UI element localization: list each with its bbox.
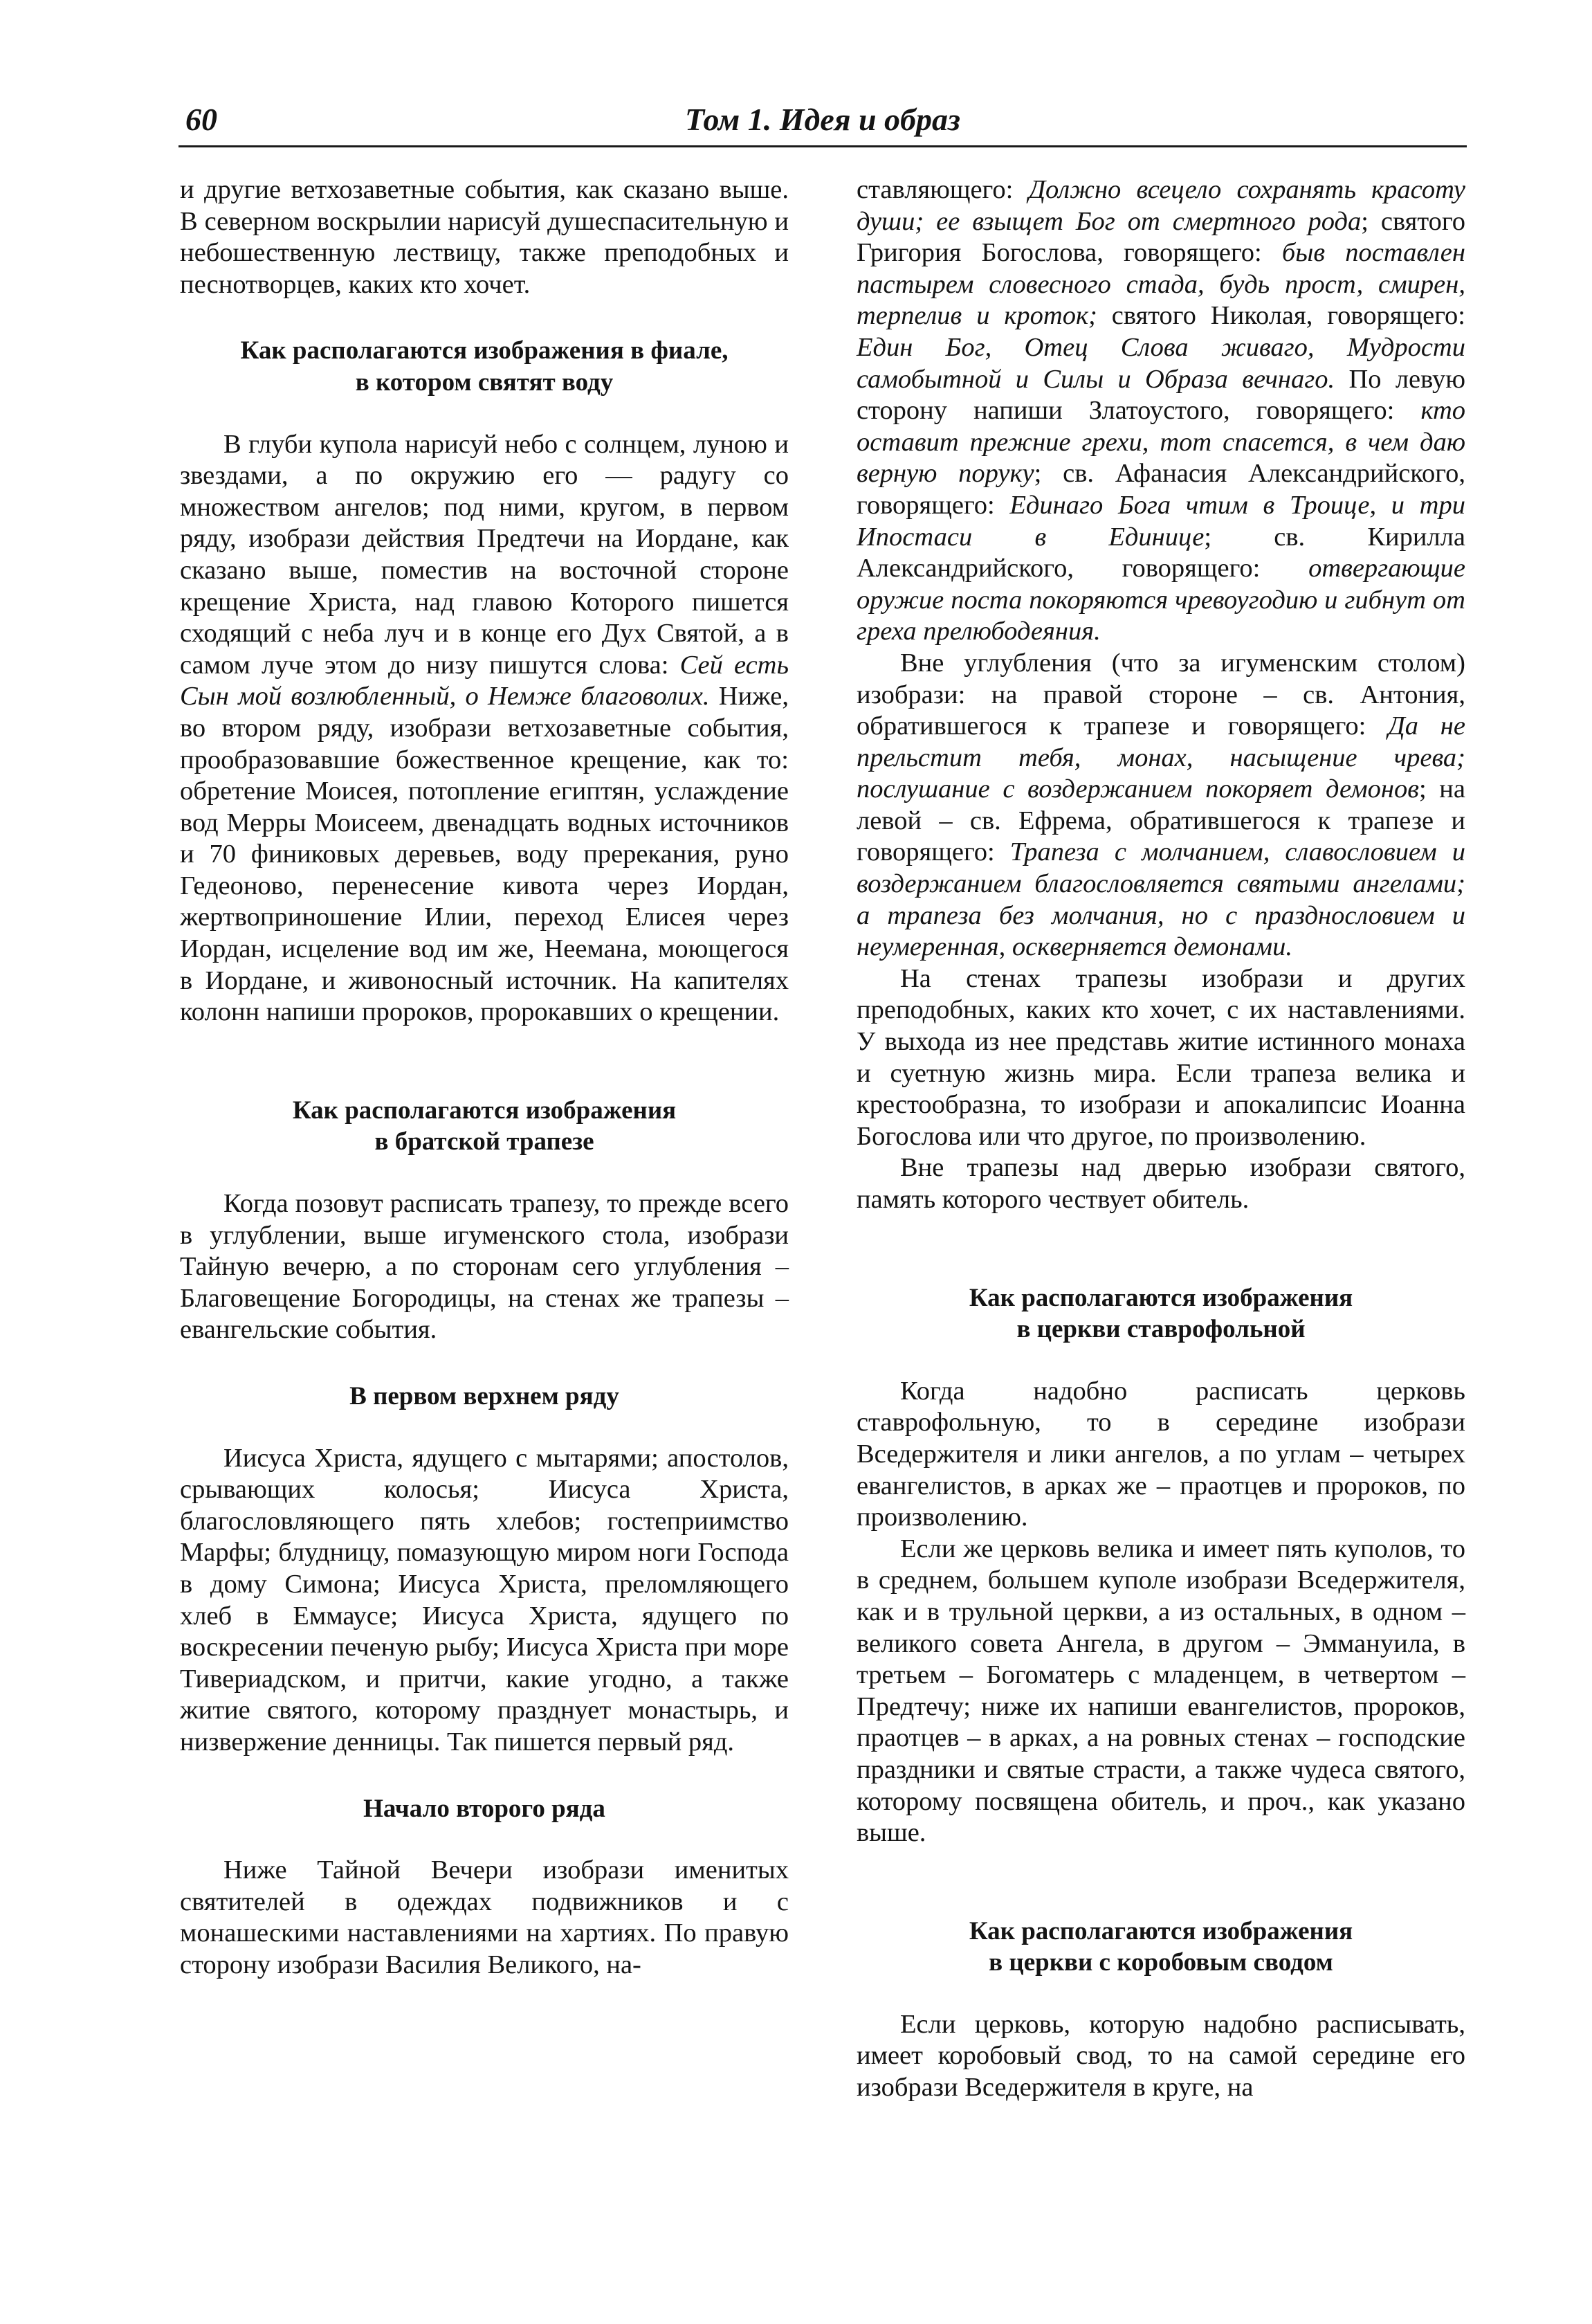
paragraph [857,648,1465,963]
text-run: По левую сторону напиши Златоустого, говорящего: [857,364,1465,426]
italic-quote: Един Бог, Отец Слова живаго, Мудрости самобытной и Силы и Образа вечнаго. [857,332,1465,394]
italic-quote: Должно всецело сохранять красоту души; ее взыщет Бог от смертного рода [857,175,1465,236]
paragraph: Вне трапезы над дверью изобрази святого, память которого чествует обитель. [857,1153,1465,1214]
italic-quote: отвергающие оружие поста покоряются чревоугодию и гибнут от греха прелюбодеяния. [857,554,1465,646]
left-column [180,174,789,1981]
text-run: ; св. Кирилла Александрийского, говорящего: [857,522,1465,583]
paragraph [180,429,789,1028]
text-run: Ниже, во втором ряду, изобрази ветхозаветные события, прообразовавшие божественное крещение, как то: обретение Моисея, потопление египтян, услаждение вод Мерры Моисеем, двенадцать водных источников и 70 финиковых деревьев, воду пререкания, руно Гедеоново, перенесение кивота через Иордан, жертвоприношение Илии, переход Елисея через Иордан, исцеление вод им же, Неемана, моющегося в Иордане, и живоносный источник. На капителях колонн напиши пророков, пророкавших о крещении. [180,682,789,1027]
paragraph [857,174,1465,648]
section-heading [180,1095,789,1158]
paragraph: Если же церковь велика и имеет пять куполов, то в среднем, большем куполе изобрази Вседержителя, как и в трульной церкви, а из остальных, в одном – великого совета Ангела, в другом – Эммануила, в третьем – Богоматерь с младенцем, в четвертом – Предтечу; ниже их напиши евангелистов, пророков, праотцев – в арках, а на ровных стенах – господские праздники и святые страсти, а также чудеса святого, которому посвящена обитель, и проч., как указано выше. [857,1534,1465,1848]
paragraph: На стенах трапезы изобрази и других преподобных, каких кто хочет, с их наставлениями. У выхода из нее представь житие истинного монаха и суетную жизнь мира. Если трапеза велика и крестообразна, то изобрази и апокалипсис Иоанна Богослова или что другое, по произволению. [857,963,1465,1151]
section-heading [180,335,789,398]
section-heading [857,1282,1465,1345]
section-heading: В первом верхнем ряду [349,1382,619,1410]
page-number: 60 [185,102,217,137]
heading-line: в церкви с коробовым сводом [989,1948,1333,1977]
section-heading: Начало второго ряда [363,1794,605,1823]
heading-line: в церкви ставрофольной [1016,1315,1306,1344]
heading-line: Как располагаются изображения [292,1096,677,1125]
text-run: ; на левой – св. Ефрема, обратившегося к трапезе и говорящего: [857,774,1465,867]
running-header [179,97,1467,147]
paragraph: и другие ветхозаветные события, как сказано выше. В северном воскрылии нарисуй душеспасительную и небошественную лествицу, также преподобных и песнотворцев, каких кто хочет. [180,175,789,299]
text-run: ; св. Афанасия Александрийского, говорящего: [857,459,1465,520]
heading-line: в котором святят воду [355,367,614,397]
paragraph: Когда позовут расписать трапезу, то прежде всего в углублении, выше игуменского стола, изобрази Тайную вечерю, а по сторонам сего углубления – Благовещение Богородицы, на стенах же трапезы – евангельские события. [180,1189,789,1345]
paragraph: Если церковь, которую надобно расписывать, имеет коробовый свод, то на самой середине его изобрази Вседержителя в круге, на [857,2009,1465,2103]
heading-line: Как располагаются изображения в фиале, [240,336,729,365]
heading-line: в братской трапезе [374,1127,594,1156]
italic-quote: Сей есть Сын мой возлюбленный, о Немже благоволих. [180,650,789,711]
section-heading [857,1916,1465,1979]
paragraph: Когда надобно расписать церковь ставрофольную, то в середине изобрази Вседержителя и лики ангелов, а по углам – четырех евангелистов, в арках же – праотцев и пророков, по произволению. [857,1376,1465,1532]
text-run: ставляющего: [857,175,1029,204]
right-column [857,174,1465,2104]
paragraph: Ниже Тайной Вечери изобрази именитых святителей в одеждах подвижников и с монашескими наставлениями на хартиях. По правую сторону изобрази Василия Великого, на- [180,1855,789,1979]
italic-quote: быв поставлен пастырем словесного стада, будь прост, смирен, терпелив и кроток; [857,238,1465,331]
text-run: В глуби купола нарисуй небо с солнцем, луною и звездами, а по окружию его — радугу со множеством ангелов; под ними, кругом, в первом ряду, изобрази действия Предтечи на Иордане, как сказано выше, поместив на восточной стороне крещение Христа, над главою Которого пишется сходящий с неба луч и в конце его Дух Святой, а в самом луче этом до низу пишутся слова: [180,429,789,680]
heading-line: Как располагаются изображения [969,1916,1353,1945]
italic-quote: Да не прельстит тебя, монах, насыщение чрева; послушание с воздержанием покоряет демонов [857,711,1465,804]
heading-line: Как располагаются изображения [969,1283,1353,1312]
text-run: Вне углубления (что за игуменским столом) изобрази: на правой стороне – св. Антония, обратившегося к трапезе и говорящего: [857,648,1465,741]
italic-quote: Единаго Бога чтим в Троице, и три Ипостаси в Единице [857,490,1465,552]
running-title: Том 1. Идея и образ [685,102,960,137]
paragraph: Иисуса Христа, ядущего с мытарями; апостолов, срывающих колосья; Иисуса Христа, благословляющего пять хлебов; гостеприимство Марфы; блудницу, помазующую миром ноги Господа в дому Симона; Иисуса Христа, преломляющего хлеб в Еммаусе; Иисуса Христа, ядущего по воскресении печеную рыбу; Иисуса Христа при море Тивериадском, и притчи, какие угодно, а также житие святого, которому празднует монастырь, и низвержение денницы. Так пишется первый ряд. [180,1443,789,1756]
text-run: ; святого Григория Богослова, говорящего: [857,206,1465,268]
text-run: святого Николая, говорящего: [1097,301,1465,331]
italic-quote: Трапеза с молчанием, славословием и воздержанием благословляется святыми ангелами; а трапеза без молчания, но с празднословием и неумеренная, оскверняется демонами. [857,837,1465,962]
italic-quote: кто оставит прежние грехи, тот спасется, в чем даю верную поруку [857,396,1465,489]
